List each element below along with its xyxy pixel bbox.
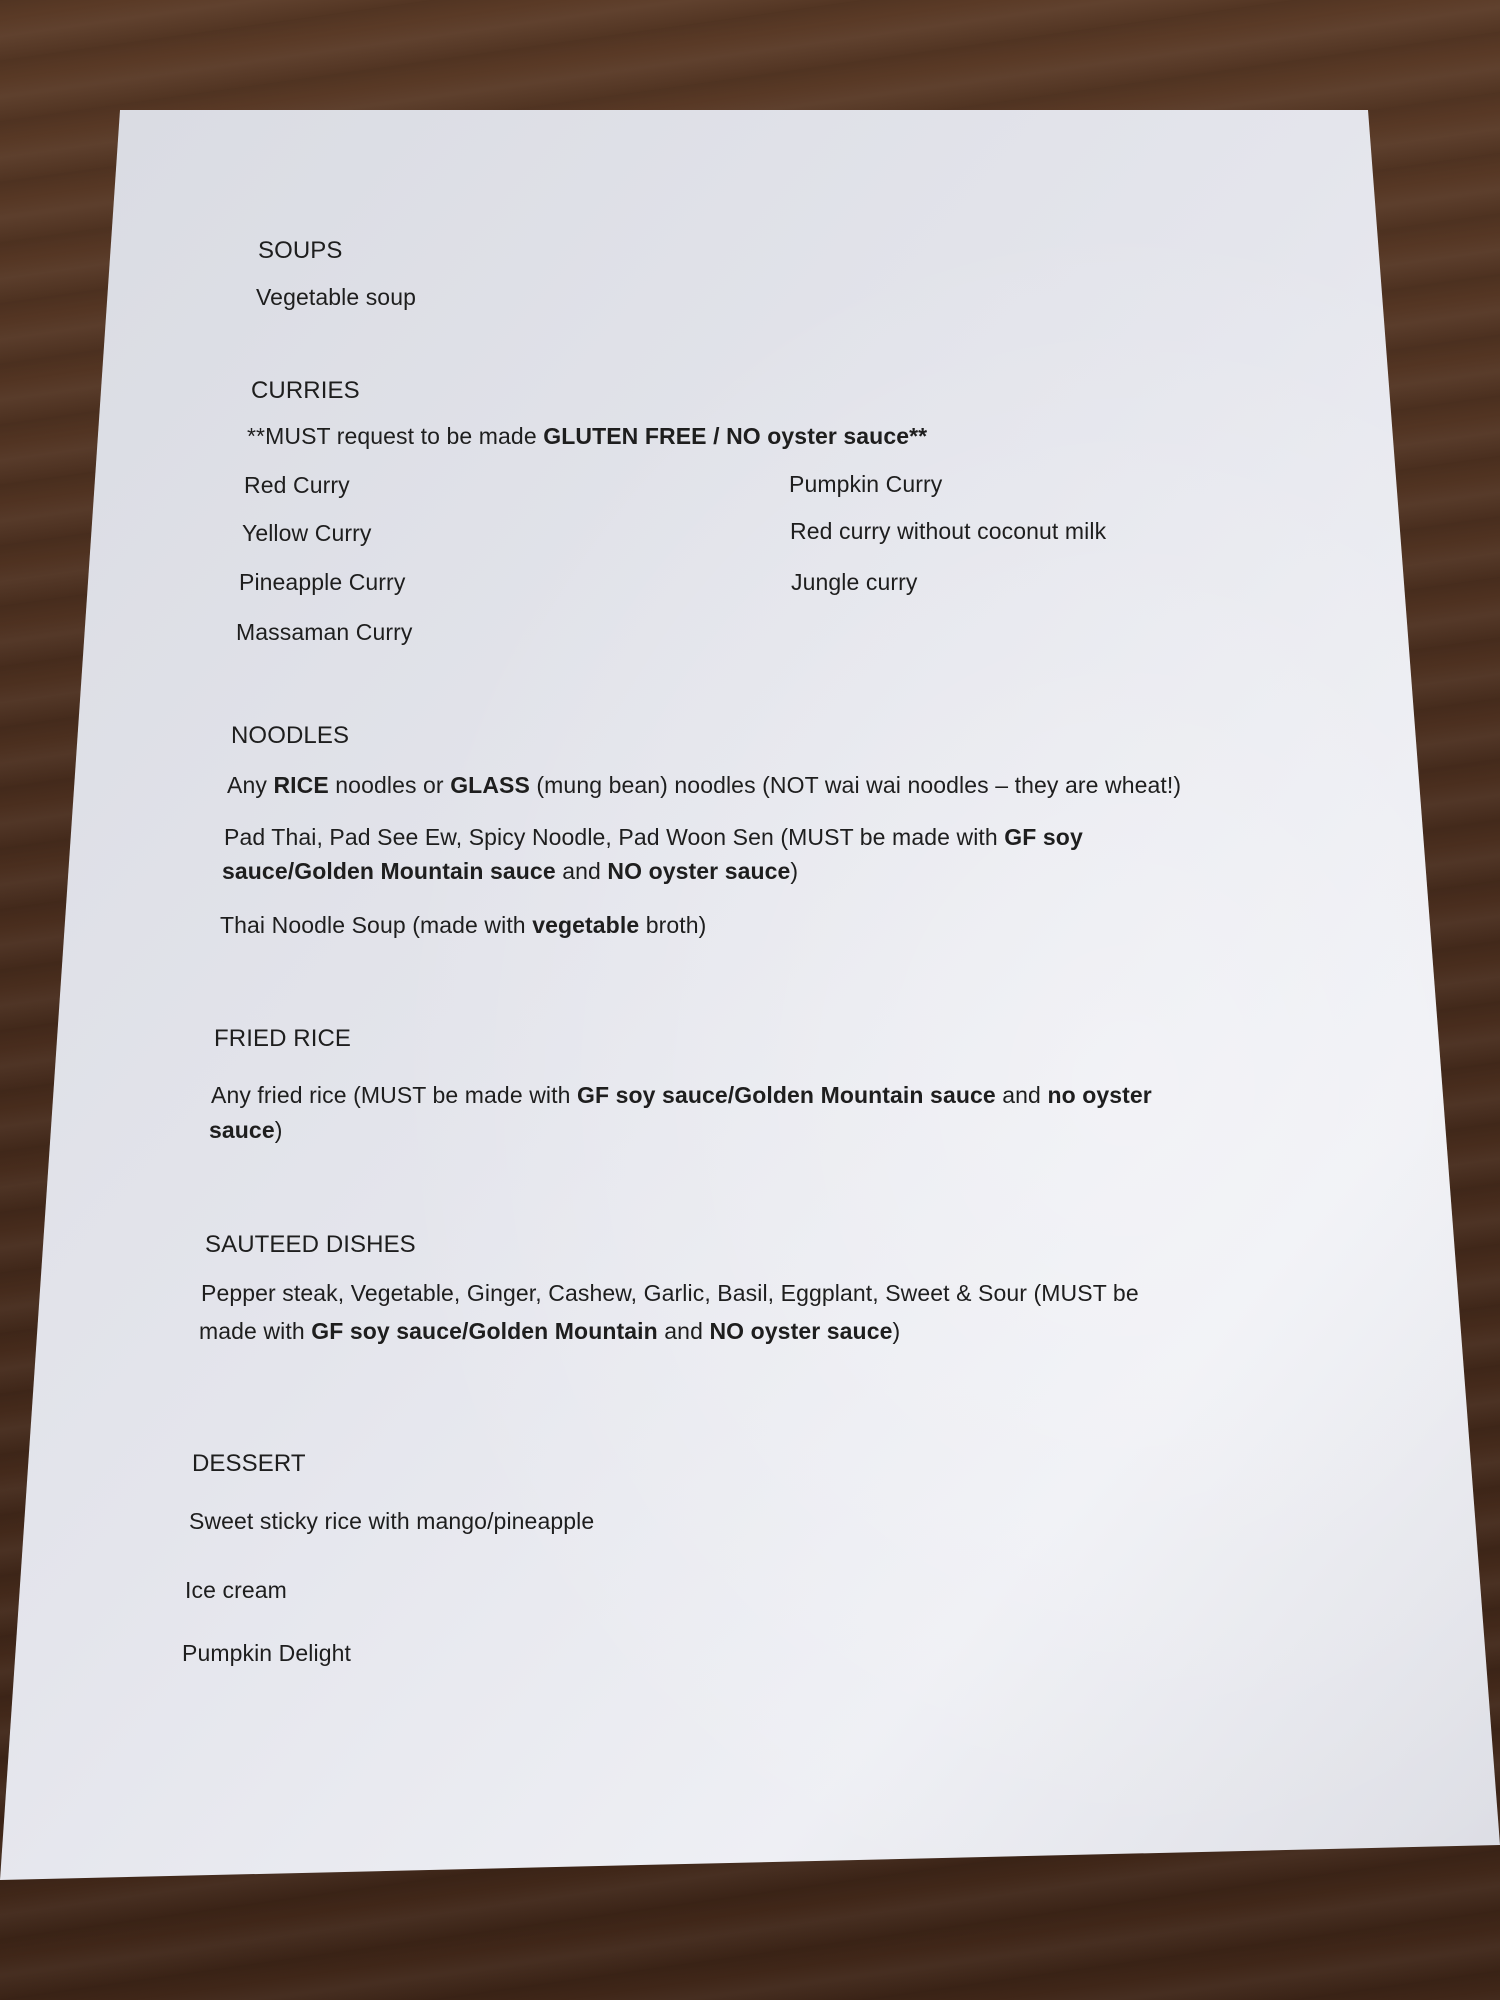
- fried-rice-bold-gf-soy: GF soy sauce/Golden Mountain sauce: [577, 1082, 996, 1108]
- noodles-line-2-bold-no-oyster: NO oyster sauce: [607, 858, 791, 884]
- curry-item-red-no-coconut: Red curry without coconut milk: [790, 518, 1107, 544]
- curry-item-massaman: Massaman Curry: [236, 619, 413, 645]
- noodles-line-3: [220, 912, 706, 939]
- noodles-line-2-text-b: and: [555, 858, 608, 884]
- fried-rice-text-a: Any fried rice (MUST be made with: [211, 1082, 577, 1108]
- curries-note-text: **MUST request to be made: [247, 423, 544, 449]
- noodles-line-2-bold-gf-soy: GF soy: [1004, 824, 1083, 850]
- noodles-line-2b: [222, 858, 798, 885]
- sauteed-text-b: made with: [199, 1318, 312, 1344]
- curry-item-yellow: Yellow Curry: [242, 520, 372, 546]
- curries-note: [247, 423, 927, 450]
- fried-rice-bold-sauce: sauce: [209, 1117, 275, 1143]
- sauteed-text-c: and: [657, 1318, 710, 1344]
- fried-rice-line-1a: [211, 1082, 1152, 1109]
- soups-item-vegetable-soup: Vegetable soup: [256, 284, 416, 310]
- fried-rice-bold-no-oyster: no oyster: [1047, 1082, 1152, 1108]
- noodles-line-1-bold-rice: RICE: [273, 772, 329, 798]
- sauteed-bold-gf-soy: GF soy sauce/Golden Mountain: [311, 1318, 658, 1344]
- dessert-item-pumpkin-delight: Pumpkin Delight: [182, 1640, 351, 1666]
- curry-item-red: Red Curry: [244, 472, 350, 498]
- curry-item-pumpkin: Pumpkin Curry: [789, 471, 943, 497]
- sauteed-text-d: ): [892, 1318, 901, 1344]
- noodles-line-1-bold-glass: GLASS: [450, 772, 530, 798]
- fried-rice-line-1b: [209, 1117, 282, 1144]
- noodles-line-2-text-a: Pad Thai, Pad See Ew, Spicy Noodle, Pad Woon Sen (MUST be made with: [224, 824, 1005, 850]
- noodles-heading: NOODLES: [231, 722, 350, 749]
- noodles-line-1: [227, 772, 1181, 799]
- fried-rice-heading: FRIED RICE: [214, 1025, 352, 1052]
- curries-note-bold: GLUTEN FREE / NO oyster sauce**: [543, 423, 928, 449]
- sauteed-line-1b: [199, 1318, 900, 1345]
- curry-item-pineapple: Pineapple Curry: [239, 569, 406, 595]
- sauteed-heading: SAUTEED DISHES: [205, 1231, 416, 1258]
- noodles-line-3-bold-vegetable: vegetable: [532, 912, 640, 938]
- dessert-item-ice-cream: Ice cream: [185, 1577, 287, 1603]
- sauteed-bold-no-oyster: NO oyster sauce: [709, 1318, 893, 1344]
- fried-rice-text-b: and: [995, 1082, 1048, 1108]
- curry-item-jungle: Jungle curry: [791, 569, 918, 595]
- noodles-line-1-text-a: Any: [227, 772, 274, 798]
- sauteed-line-1a: Pepper steak, Vegetable, Ginger, Cashew, Garlic, Basil, Eggplant, Sweet & Sour (MUST be: [201, 1280, 1139, 1306]
- noodles-line-1-text-b: noodles or: [328, 772, 451, 798]
- noodles-line-2-text-c: ): [790, 858, 799, 884]
- fried-rice-text-c: ): [274, 1117, 283, 1143]
- noodles-line-1-text-c: (mung bean) noodles (NOT wai wai noodles – they are wheat!): [529, 772, 1182, 798]
- curries-heading: CURRIES: [251, 377, 360, 404]
- soups-heading: SOUPS: [258, 237, 343, 264]
- noodles-line-2a: [224, 824, 1083, 851]
- noodles-line-3-text-a: Thai Noodle Soup (made with: [220, 912, 533, 938]
- dessert-heading: DESSERT: [192, 1450, 306, 1477]
- noodles-line-2-bold-golden-mountain: sauce/Golden Mountain sauce: [222, 858, 556, 884]
- noodles-line-3-text-b: broth): [639, 912, 707, 938]
- dessert-item-sticky-rice: Sweet sticky rice with mango/pineapple: [189, 1508, 595, 1534]
